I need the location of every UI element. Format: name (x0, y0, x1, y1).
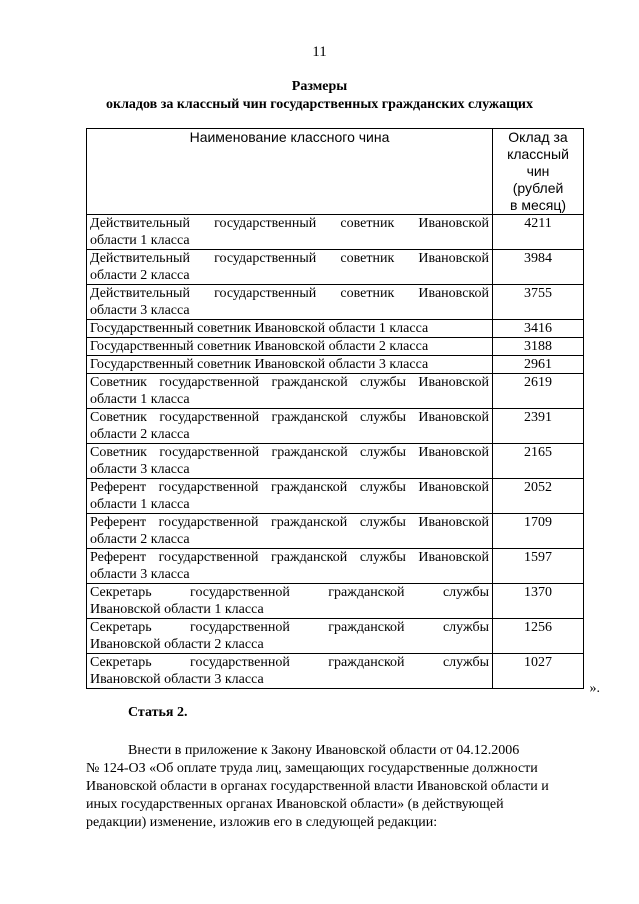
article-paragraph (86, 742, 583, 832)
rank-name-line: Секретарь государственной гражданской службы (90, 585, 489, 600)
rank-name-cell (87, 285, 493, 320)
header-rank-name: Наименование классного чина (87, 129, 493, 215)
salary-cell: 3188 (493, 338, 584, 356)
table-row (87, 444, 584, 479)
rank-name-line: Референт государственной гражданской службы Ивановской (90, 550, 489, 565)
rank-name-line: области 3 класса (90, 462, 190, 477)
rank-name-line: области 1 класса (90, 392, 190, 407)
salary-cell: 2619 (493, 374, 584, 409)
rank-name-cell (87, 549, 493, 584)
salary-cell: 2961 (493, 356, 584, 374)
table-row (87, 374, 584, 409)
table-row (87, 619, 584, 654)
rank-name-line: области 3 класса (90, 303, 190, 318)
table-row (87, 338, 584, 356)
salary-cell: 2052 (493, 479, 584, 514)
paragraph-line: Внести в приложение к Закону Ивановской области от 04.12.2006 (128, 743, 520, 758)
table-row (87, 549, 584, 584)
table-title (0, 78, 639, 114)
table-row (87, 320, 584, 338)
rank-name-line: Советник государственной гражданской службы Ивановской (90, 445, 489, 460)
rank-name-cell (87, 338, 493, 356)
rank-name-cell (87, 356, 493, 374)
table-row (87, 584, 584, 619)
rank-name-line: области 1 класса (90, 497, 190, 512)
rank-name-line: Ивановской области 2 класса (90, 637, 264, 652)
rank-name-line: области 3 класса (90, 567, 190, 582)
rank-name-cell (87, 250, 493, 285)
rank-name-cell (87, 584, 493, 619)
closing-quote: ». (589, 681, 600, 696)
paragraph-line: иных государственных органах Ивановской области» (в действующей (86, 797, 504, 812)
salary-table (86, 128, 584, 689)
rank-name-line: Ивановской области 3 класса (90, 672, 264, 687)
header-salary (493, 129, 584, 215)
rank-name-line: Ивановской области 1 класса (90, 602, 264, 617)
table-row (87, 479, 584, 514)
header-salary-line: Оклад за (508, 129, 568, 145)
salary-cell: 1370 (493, 584, 584, 619)
rank-name-line: Советник государственной гражданской службы Ивановской (90, 375, 489, 390)
salary-cell: 3416 (493, 320, 584, 338)
table-row (87, 285, 584, 320)
rank-name-cell (87, 215, 493, 250)
salary-cell: 1709 (493, 514, 584, 549)
rank-name-line: Референт государственной гражданской службы Ивановской (90, 480, 489, 495)
rank-name-line: Советник государственной гражданской службы Ивановской (90, 410, 489, 425)
rank-name-cell (87, 374, 493, 409)
rank-name-line: Государственный советник Ивановской области 1 класса (90, 321, 429, 336)
table-row (87, 409, 584, 444)
rank-name-cell (87, 479, 493, 514)
rank-name-cell (87, 444, 493, 479)
header-salary-line: в месяц) (510, 197, 566, 213)
rank-name-line: Государственный советник Ивановской области 3 класса (90, 357, 429, 372)
rank-name-cell (87, 619, 493, 654)
rank-name-line: области 1 класса (90, 233, 190, 248)
salary-cell: 3984 (493, 250, 584, 285)
salary-cell: 3755 (493, 285, 584, 320)
rank-name-line: Референт государственной гражданской службы Ивановской (90, 515, 489, 530)
table-row (87, 356, 584, 374)
rank-name-line: области 2 класса (90, 532, 190, 547)
rank-name-line: области 2 класса (90, 268, 190, 283)
salary-cell: 4211 (493, 215, 584, 250)
paragraph-line: редакции) изменение, изложив его в следующей редакции: (86, 815, 438, 830)
rank-name-line: Секретарь государственной гражданской службы (90, 655, 489, 670)
rank-name-cell (87, 514, 493, 549)
title-line-2: окладов за классный чин государственных гражданских служащих (106, 97, 533, 112)
header-salary-line: классный чин (507, 146, 569, 179)
paragraph-line: Ивановской области в органах государственной власти Ивановской области и (86, 779, 549, 794)
salary-cell: 2165 (493, 444, 584, 479)
rank-name-line: Государственный советник Ивановской области 2 класса (90, 339, 429, 354)
salary-cell: 2391 (493, 409, 584, 444)
rank-name-line: Действительный государственный советник Ивановской (90, 286, 489, 301)
header-salary-line: (рублей (512, 180, 564, 196)
rank-name-cell (87, 654, 493, 689)
table-row (87, 215, 584, 250)
rank-name-line: области 2 класса (90, 427, 190, 442)
page-number: 11 (312, 44, 327, 60)
rank-name-line: Действительный государственный советник Ивановской (90, 251, 489, 266)
salary-cell: 1027 (493, 654, 584, 689)
title-line-1: Размеры (291, 79, 348, 94)
rank-name-cell (87, 320, 493, 338)
rank-name-line: Действительный государственный советник Ивановской (90, 216, 489, 231)
rank-name-line: Секретарь государственной гражданской службы (90, 620, 489, 635)
rank-name-cell (87, 409, 493, 444)
salary-cell: 1597 (493, 549, 584, 584)
table-row (87, 514, 584, 549)
table-row (87, 654, 584, 689)
article-heading: Статья 2. (128, 705, 188, 720)
table-header-row (87, 129, 584, 215)
paragraph-line: № 124-ОЗ «Об оплате труда лиц, замещающих государственные должности (86, 761, 538, 776)
table-row (87, 250, 584, 285)
salary-cell: 1256 (493, 619, 584, 654)
